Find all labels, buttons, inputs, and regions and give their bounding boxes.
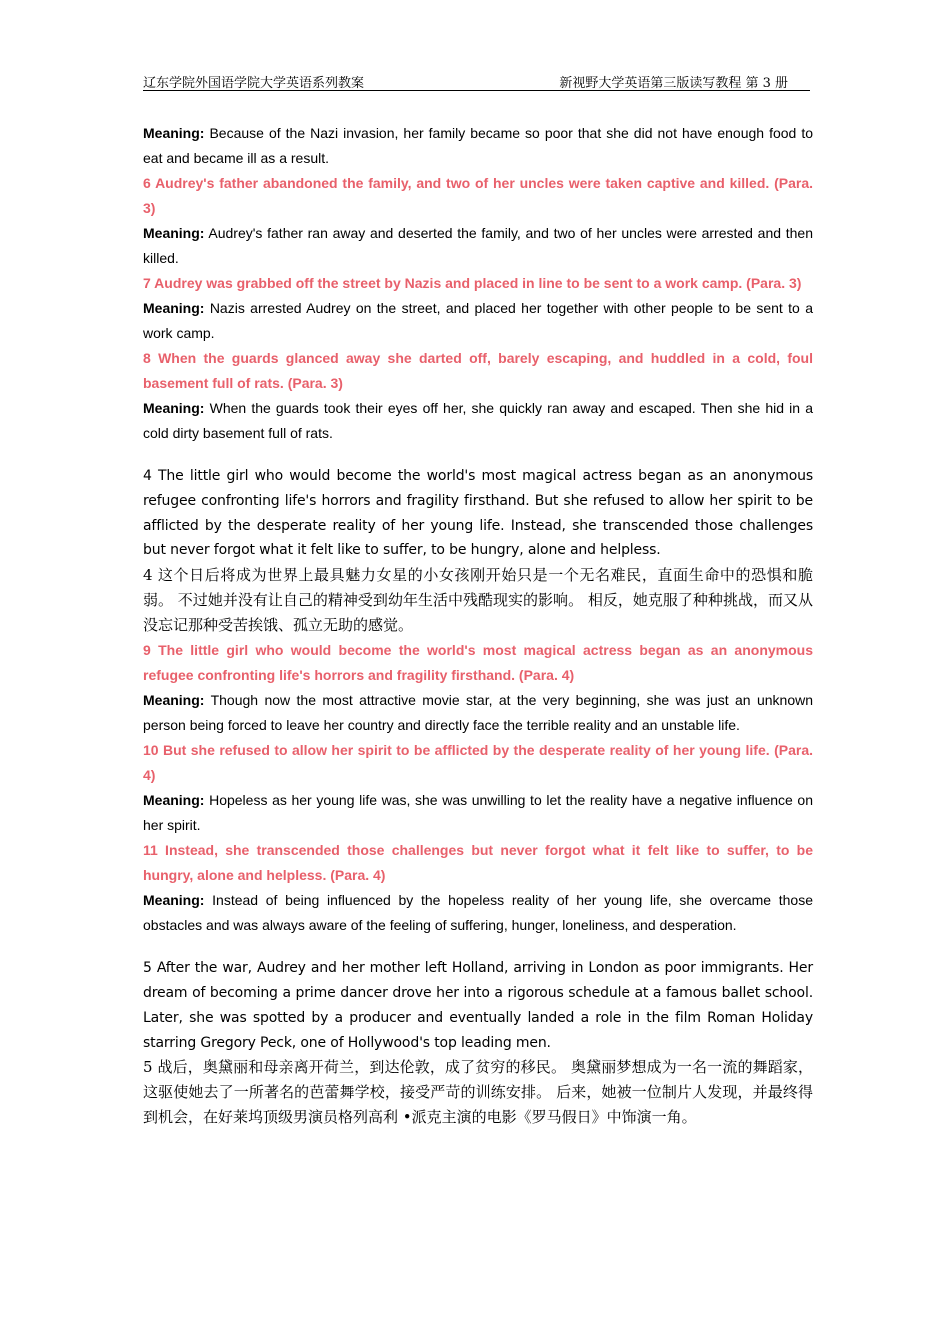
meaning-label: Meaning: [143, 792, 205, 809]
meaning-text: Though now the most attractive movie star, at the very beginning, she was just an unknown person being forced to leave her country and directly face the terrible reality and an unstable life. [143, 692, 813, 734]
page-content [143, 121, 813, 1130]
meaning-text: Nazis arrested Audrey on the street, and placed her together with other people to be sent to a work camp. [143, 300, 813, 341]
meaning-11 [143, 888, 813, 938]
header-left-title: 辽东学院外国语学院大学英语系列教案 [143, 76, 365, 91]
meaning-8 [143, 396, 813, 446]
sentence-9: 9 The little girl who would become the world's most magical actress began as an anonymous refugee confronting life's horrors and fragility firsthand. (Para. 4) [143, 642, 813, 684]
sentence-11: 11 Instead, she transcended those challenges but never forgot what it felt like to suffer, to be hungry, alone and helpless. (Para. 4) [143, 842, 813, 884]
header-right-title: 新视野大学英语第三版读写教程 第 3 册 [559, 76, 788, 91]
meaning-label: Meaning: [143, 892, 205, 909]
meaning-text: Audrey's father ran away and deserted the family, and two of her uncles were arrested and then killed. [143, 225, 813, 266]
meaning-text: Hopeless as her young life was, she was unwilling to let the reality have a negative influence on her spirit. [143, 792, 813, 834]
meaning-label: Meaning: [143, 300, 205, 316]
sentence-10: 10 But she refused to allow her spirit to be afflicted by the desperate reality of her young life. (Para. 4) [143, 742, 813, 784]
paragraph-5-chinese: 5 战后，奥黛丽和母亲离开荷兰，到达伦敦，成了贫穷的移民。 奥黛丽梦想成为一名一流的舞蹈家，这驱使她去了一所著名的芭蕾舞学校，接受严苛的训练安排。 后来，她被一位制片人发现，并最终得到机会，在好莱坞顶级男演员格列高利 •派克主演的电影《罗马假日》中饰演一角。 [143, 1058, 813, 1127]
sentence-7: 7 Audrey was grabbed off the street by Nazis and placed in line to be sent to a work camp. (Para. 3) [143, 275, 802, 291]
paragraph-5-english: 5 After the war, Audrey and her mother left Holland, arriving in London as poor immigrants. Her dream of becoming a prime dancer drove her into a rigorous schedule at a famous ballet school. Later, she was spotted by a producer and eventually landed a role in the film Roman Holiday starring Gregory Peck, one of Hollywood's top leading men. [143, 960, 813, 1051]
spacer [143, 446, 813, 464]
meaning-label: Meaning: [143, 225, 205, 241]
meaning-label: Meaning: [143, 125, 205, 141]
sentence-8: 8 When the guards glanced away she darted off, barely escaping, and huddled in a cold, foul basement full of rats. (Para. 3) [143, 350, 813, 391]
meaning-text: Instead of being influenced by the hopeless reality of her young life, she overcame those obstacles and was always aware of the feeling of suffering, hunger, loneliness, and desperation. [143, 892, 814, 934]
meaning-5 [143, 121, 813, 171]
meaning-label: Meaning: [143, 400, 205, 416]
meaning-text: When the guards took their eyes off her, she quickly ran away and escaped. Then she hid in a cold dirty basement full of rats. [143, 400, 814, 441]
spacer [143, 938, 813, 956]
meaning-10 [143, 788, 813, 838]
paragraph-4-english: 4 The little girl who would become the world's most magical actress began as an anonymous refugee confronting life's horrors and fragility firsthand. But she refused to allow her spirit to be afflicted by the desperate reality of her young life. Instead, she transcended those challenges but never forgot what it felt like to suffer, to be hungry, alone and helpless. [143, 468, 813, 559]
meaning-text: Because of the Nazi invasion, her family became so poor that she did not have enough food to eat and became ill as a result. [143, 125, 813, 166]
meaning-7 [143, 296, 813, 346]
meaning-9 [143, 688, 813, 738]
page-header [143, 70, 810, 91]
sentence-6: 6 Audrey's father abandoned the family, and two of her uncles were taken captive and killed. (Para. 3) [143, 175, 813, 216]
paragraph-4-chinese: 4 这个日后将成为世界上最具魅力女星的小女孩刚开始只是一个无名难民，直面生命中的恐惧和脆弱。 不过她并没有让自己的精神受到幼年生活中残酷现实的影响。 相反，她克服了种种挑战，而又从没忘记那种受苦挨饿、孤立无助的感觉。 [143, 566, 813, 635]
meaning-6 [143, 221, 813, 271]
meaning-label: Meaning: [143, 692, 205, 709]
